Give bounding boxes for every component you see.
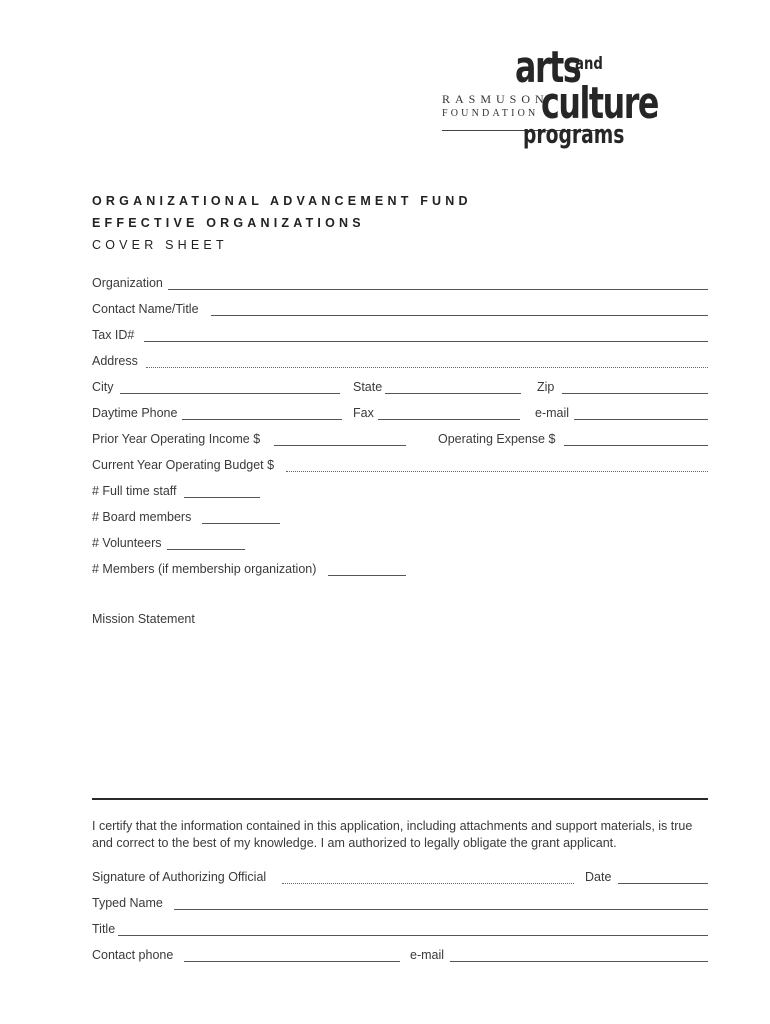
volunteers-field[interactable] (167, 549, 245, 550)
current-year-budget-field[interactable] (286, 471, 708, 472)
organization-field[interactable] (168, 289, 708, 290)
address-label: Address (92, 354, 138, 368)
organization-row (92, 276, 708, 294)
contact-phone-row (92, 948, 708, 966)
email-label: e-mail (535, 406, 570, 420)
board-members-row (92, 510, 708, 528)
contact-phone-label: Contact phone (92, 948, 174, 962)
current-year-budget-label: Current Year Operating Budget $ (92, 458, 275, 472)
mission-statement-row (92, 612, 708, 630)
board-members-field[interactable] (202, 523, 280, 524)
operating-expense-label: Operating Expense $ (438, 432, 556, 446)
contact-row (92, 302, 708, 320)
contact-name-title-field[interactable] (211, 315, 708, 316)
prior-year-income-field[interactable] (274, 445, 406, 446)
full-time-staff-field[interactable] (184, 497, 260, 498)
members-field[interactable] (328, 575, 406, 576)
certification-text: I certify that the information contained in this application, including attachments and support materials, is true and correct to the best of my knowledge. I am authorized to legally obligate the grant applicant. (92, 819, 693, 850)
state-field[interactable] (385, 393, 521, 394)
date-field[interactable] (618, 883, 708, 884)
organization-label: Organization (92, 276, 163, 290)
tax-id-label: Tax ID# (92, 328, 135, 342)
prior-year-income-label: Prior Year Operating Income $ (92, 432, 261, 446)
section-divider (92, 798, 708, 800)
zip-label: Zip (537, 380, 555, 394)
rasmuson-arts-culture-logo (440, 42, 658, 156)
signature-field[interactable] (282, 883, 574, 884)
heading-cover-sheet: COVER SHEET (92, 238, 228, 252)
mission-statement-label: Mission Statement (92, 612, 195, 626)
heading-effective-organizations: EFFECTIVE ORGANIZATIONS (92, 216, 365, 230)
logo-foundation: FOUNDATION (442, 108, 539, 119)
full-time-staff-label: # Full time staff (92, 484, 177, 498)
contact-email-label: e-mail (410, 948, 445, 962)
daytime-phone-label: Daytime Phone (92, 406, 178, 420)
logo-programs: programs (523, 120, 625, 150)
zip-field[interactable] (562, 393, 708, 394)
mission-statement-area[interactable] (92, 634, 708, 790)
email-field[interactable] (574, 419, 708, 420)
fax-field[interactable] (378, 419, 520, 420)
typed-name-label: Typed Name (92, 896, 163, 910)
state-label: State (353, 380, 383, 394)
title-field[interactable] (118, 935, 708, 936)
tax-id-field[interactable] (144, 341, 708, 342)
title-label: Title (92, 922, 116, 936)
volunteers-row (92, 536, 708, 554)
date-label: Date (585, 870, 612, 884)
address-row (92, 354, 708, 372)
fax-label: Fax (353, 406, 374, 420)
logo-rasmuson: RASMUSON (442, 92, 549, 106)
daytime-phone-field[interactable] (182, 419, 342, 420)
logo-arts: arts (515, 42, 581, 93)
current-budget-row (92, 458, 708, 476)
city-label: City (92, 380, 114, 394)
signature-label: Signature of Authorizing Official (92, 870, 267, 884)
members-row (92, 562, 708, 580)
city-state-zip-row (92, 380, 708, 398)
board-members-label: # Board members (92, 510, 192, 524)
address-field[interactable] (146, 367, 708, 368)
typed-name-row (92, 896, 708, 914)
logo-and: and (575, 54, 603, 74)
phone-fax-email-row (92, 406, 708, 424)
city-field[interactable] (120, 393, 340, 394)
signature-row (92, 870, 708, 888)
tax-id-row (92, 328, 708, 346)
volunteers-label: # Volunteers (92, 536, 162, 550)
heading-fund: ORGANIZATIONAL ADVANCEMENT FUND (92, 194, 472, 208)
income-expense-row (92, 432, 708, 450)
contact-name-title-label: Contact Name/Title (92, 302, 199, 316)
contact-phone-field[interactable] (184, 961, 400, 962)
operating-expense-field[interactable] (564, 445, 708, 446)
full-time-staff-row (92, 484, 708, 502)
members-label: # Members (if membership organization) (92, 562, 317, 576)
logo-culture: culture (541, 78, 658, 129)
title-row (92, 922, 708, 940)
typed-name-field[interactable] (174, 909, 708, 910)
contact-email-field[interactable] (450, 961, 708, 962)
